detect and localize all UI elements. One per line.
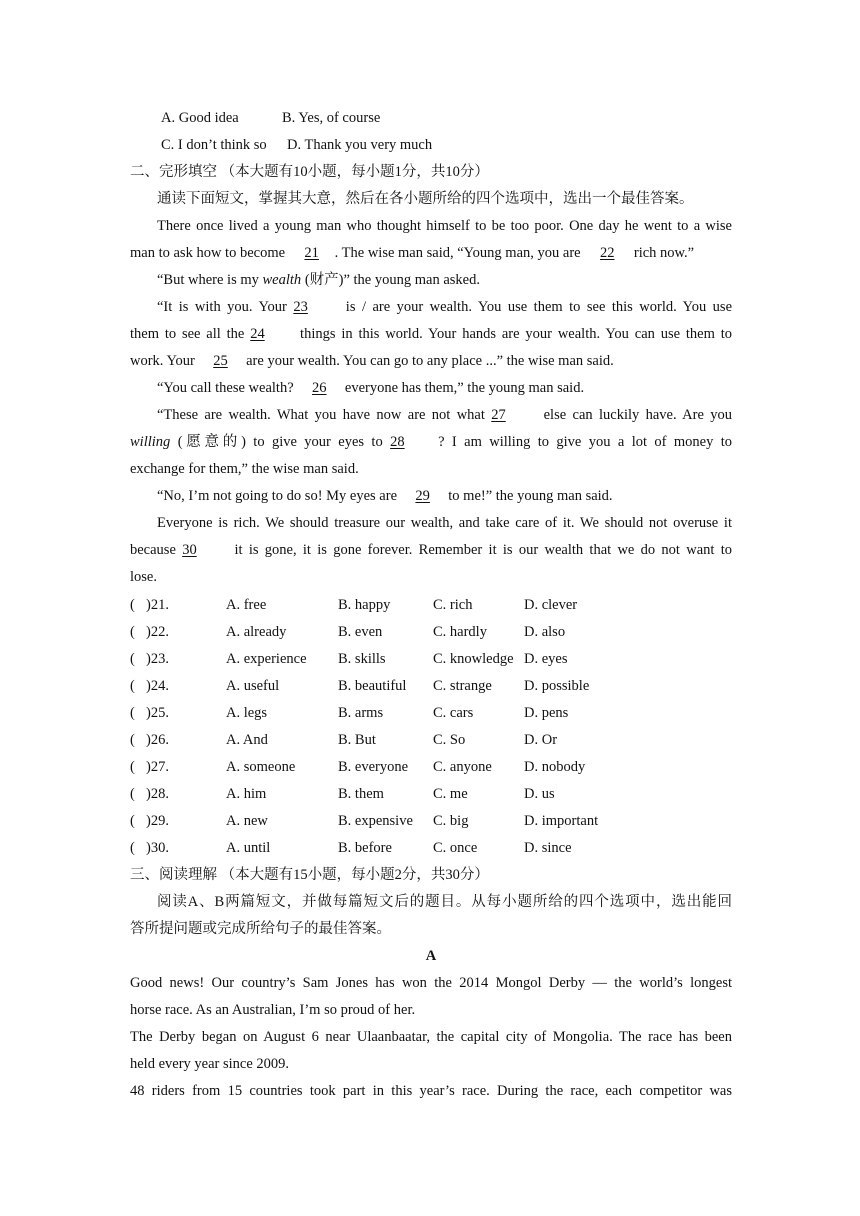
passage-line: There once lived a young man who thought himself to be too poor. One day he went to a wise	[157, 218, 732, 234]
answer-paren[interactable]: (	[130, 678, 135, 694]
option-b: B. expensive	[338, 813, 413, 829]
blank-29: 29	[415, 488, 430, 504]
section3-instruction: 答所提问题或完成所给句子的最佳答案。	[130, 921, 391, 937]
passage-text: “No, I’m not going to do so! My eyes are	[157, 488, 398, 504]
section3-heading: 三、阅读理解 （本大题有15小题，每小题2分，共30分）	[130, 867, 489, 883]
option-a: A. already	[226, 624, 287, 640]
blank-21: 21	[304, 245, 319, 261]
option-d: D. also	[524, 624, 566, 640]
option-d: D. us	[524, 786, 555, 802]
passage-text: are your wealth. You can go to any place ...” the wise man said.	[246, 353, 614, 369]
option-d: D. eyes	[524, 651, 568, 667]
passage-italic-word: willing	[130, 434, 171, 450]
question-row-25	[130, 703, 732, 723]
option-b: B. arms	[338, 705, 384, 721]
question-number: )30.	[146, 840, 169, 856]
passage-line	[130, 540, 732, 560]
option-a: A. him	[226, 786, 267, 802]
option-c: C. cars	[433, 705, 474, 721]
passage-text: man to ask how to become	[130, 245, 286, 261]
option-a: A. someone	[226, 759, 296, 775]
option-c: C. big	[433, 813, 469, 829]
option-d: D. pens	[524, 705, 569, 721]
passage-text: because	[130, 542, 176, 558]
option-b: B. even	[338, 624, 383, 640]
passage-text: (财产)” the young man asked.	[304, 272, 480, 288]
passage-text: rich now.”	[633, 245, 695, 261]
passage-text: “These are wealth. What you have now are not what	[157, 407, 485, 423]
reading-line: 48 riders from 15 countries took part in this year’s race. During the race, each competitor was	[130, 1083, 732, 1099]
option-b: B. before	[338, 840, 392, 856]
option-a: A. legs	[226, 705, 268, 721]
section2-instruction: 通读下面短文，掌握其大意，然后在各小题所给的四个选项中，选出一个最佳答案。	[157, 191, 694, 207]
passage-text: else can luckily have. Are you	[543, 407, 733, 423]
passage-line	[130, 324, 732, 344]
q20-options-row-2	[130, 135, 732, 155]
passage-text: them to see all the	[130, 326, 245, 342]
passage-line	[157, 405, 732, 425]
option-c: C. hardly	[433, 624, 487, 640]
question-row-29	[130, 811, 732, 831]
passage-text: (愿意的) to give your eyes to	[177, 434, 383, 450]
question-row-30	[130, 838, 732, 858]
blank-24: 24	[250, 326, 265, 342]
passage-line: lose.	[130, 569, 157, 585]
passage-text: “But where is my	[157, 272, 259, 288]
passage-text: it is gone, it is gone forever. Remember it is our wealth that we do not want to	[234, 542, 733, 558]
answer-paren[interactable]: (	[130, 786, 135, 802]
option-a: A. useful	[226, 678, 280, 694]
option-c: C. anyone	[433, 759, 492, 775]
question-number: )22.	[146, 624, 169, 640]
option-d: D. possible	[524, 678, 590, 694]
passage-text: everyone has them,” the young man said.	[344, 380, 585, 396]
answer-paren[interactable]: (	[130, 759, 135, 775]
answer-paren[interactable]: (	[130, 705, 135, 721]
reading-line: horse race. As an Australian, I’m so proud of her.	[130, 1002, 416, 1018]
passage-line	[157, 486, 732, 506]
option-b: B. skills	[338, 651, 386, 667]
passage-line	[130, 351, 732, 371]
option-a: A. And	[226, 732, 268, 748]
passage-line	[157, 270, 732, 290]
reading-line: Good news! Our country’s Sam Jones has won the 2014 Mongol Derby — the world’s longest	[130, 975, 732, 991]
q20-option-a: A. Good idea	[161, 110, 239, 126]
question-row-21	[130, 595, 732, 615]
question-row-28	[130, 784, 732, 804]
question-number: )25.	[146, 705, 169, 721]
q20-options-row-1	[130, 108, 732, 128]
question-number: )24.	[146, 678, 169, 694]
section3-instruction: 阅读A、B两篇短文，并做每篇短文后的题目。从每小题所给的四个选项中，选出能回	[157, 894, 732, 910]
passage-line: Everyone is rich. We should treasure our wealth, and take care of it. We should not overuse it	[157, 515, 732, 531]
option-d: D. nobody	[524, 759, 586, 775]
passage-text: things in this world. Your hands are your wealth. You can use them to	[300, 326, 733, 342]
option-d: D. important	[524, 813, 599, 829]
answer-paren[interactable]: (	[130, 624, 135, 640]
passage-text: “It is with you. Your	[157, 299, 287, 315]
passage-text: work. Your	[130, 353, 195, 369]
question-row-26	[130, 730, 732, 750]
question-number: )28.	[146, 786, 169, 802]
passage-text: to me!” the young man said.	[448, 488, 613, 504]
passage-line	[157, 378, 732, 398]
passage-text: . The wise man said, “Young man, you are	[334, 245, 581, 261]
question-row-24	[130, 676, 732, 696]
option-b: B. everyone	[338, 759, 409, 775]
passage-text: ? I am willing to give you a lot of money to	[438, 434, 733, 450]
passage-line	[130, 432, 732, 452]
question-number: )29.	[146, 813, 169, 829]
answer-paren[interactable]: (	[130, 597, 135, 613]
blank-30: 30	[182, 542, 197, 558]
blank-26: 26	[312, 380, 327, 396]
question-row-22	[130, 622, 732, 642]
option-d: D. Or	[524, 732, 558, 748]
answer-paren[interactable]: (	[130, 732, 135, 748]
answer-paren[interactable]: (	[130, 813, 135, 829]
question-number: )23.	[146, 651, 169, 667]
option-c: C. rich	[433, 597, 473, 613]
passage-text: is / are your wealth. You use them to see this world. You use	[345, 299, 733, 315]
section2-heading: 二、完形填空 （本大题有10小题，每小题1分，共10分）	[130, 164, 489, 180]
option-a: A. free	[226, 597, 267, 613]
option-c: C. strange	[433, 678, 492, 694]
option-c: C. once	[433, 840, 478, 856]
option-b: B. them	[338, 786, 384, 802]
question-number: )27.	[146, 759, 169, 775]
passage-line	[130, 243, 732, 263]
passage-line: exchange for them,” the wise man said.	[130, 461, 359, 477]
answer-paren[interactable]: (	[130, 840, 135, 856]
blank-28: 28	[390, 434, 405, 450]
option-d: D. since	[524, 840, 572, 856]
reading-a-title: A	[425, 948, 437, 964]
option-a: A. new	[226, 813, 268, 829]
option-b: B. happy	[338, 597, 391, 613]
option-b: B. beautiful	[338, 678, 407, 694]
blank-23: 23	[293, 299, 308, 315]
question-row-27	[130, 757, 732, 777]
blank-25: 25	[213, 353, 228, 369]
option-a: A. until	[226, 840, 271, 856]
blank-27: 27	[491, 407, 506, 423]
q20-option-b: B. Yes, of course	[282, 110, 381, 126]
passage-italic-word: wealth	[262, 272, 302, 288]
option-c: C. me	[433, 786, 468, 802]
reading-line: held every year since 2009.	[130, 1056, 290, 1072]
passage-text: “You call these wealth?	[157, 380, 294, 396]
question-row-23	[130, 649, 732, 669]
option-b: B. But	[338, 732, 376, 748]
option-a: A. experience	[226, 651, 307, 667]
option-c: C. knowledge	[433, 651, 514, 667]
passage-line	[157, 297, 732, 317]
q20-option-d: D. Thank you very much	[287, 137, 433, 153]
option-d: D. clever	[524, 597, 578, 613]
q20-option-c: C. I don’t think so	[161, 137, 267, 153]
blank-22: 22	[599, 245, 615, 261]
question-number: )26.	[146, 732, 169, 748]
reading-line: The Derby began on August 6 near Ulaanbaatar, the capital city of Mongolia. The race has been	[130, 1029, 732, 1045]
question-number: )21.	[146, 597, 169, 613]
answer-paren[interactable]: (	[130, 651, 135, 667]
option-c: C. So	[433, 732, 466, 748]
